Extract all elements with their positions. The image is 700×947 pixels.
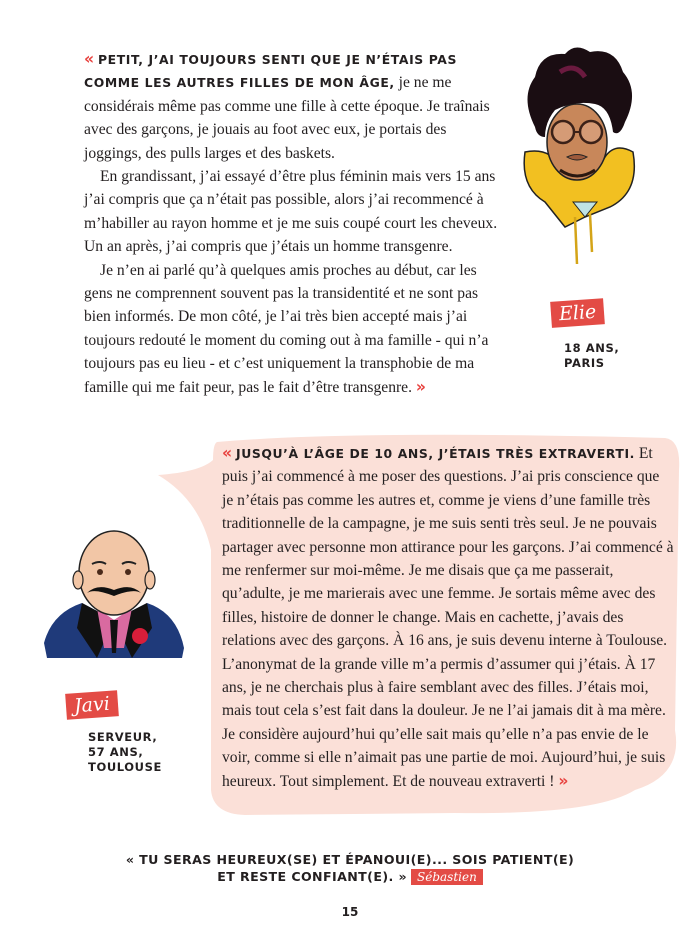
close-quote-mark: » [415,377,426,396]
testimony-text: Je n’en ai parlé qu’à quelques amis proches au début, car les gens ne comprennent souvent pas la transidentité et ne sont pas bien informés. De mon côté, je l’ai très bien accepté mais j’ai toujours redouté le moment du coming out à ma famille - qui n’a toujours pas eu lieu - et c’est uniquement la transphobie de ma famille qui me fait peur, pas le fait d’être transgenre. [84,261,489,396]
testimony-text: je ne me considérais même pas comme une fille à cette époque. Je traînais avec des garçons, je jouais au foot avec eux, je portais des joggings, des pulls larges et des baskets. [84,74,490,162]
bottom-quote-text: ET RESTE CONFIANT(E). » [217,868,407,884]
caption-age: 18 ANS, [564,341,620,355]
name-tag-javi: Javi [65,690,118,720]
elie-illustration-icon [515,42,645,267]
name-tag-elie: Elie [550,298,605,328]
open-quote-mark: « [222,444,233,462]
testimony-text: Et puis j’ai commencé à me poser des questions. J’ai pris conscience que je n’étais pas comme les autres et, comme je viens d’une famille très traditionnelle de la campagne, je me suis senti très seul. Je ne pouvais partager avec personne mon attirance pour les garçons. J’ai commencé à me renfermer sur moi-même. Je me disais que ça me passerait, qu’adulte, je me marierais avec une femme. Je sortais même avec des filles, histoire de donner le change. Mais en cachette, j’avais des relations avec des garçons. À 16 ans, je suis devenu interne à Toulouse. L’anonymat de la grande ville m’a permis d’assumer qui j’étais. À 17 ans, je ne cherchais plus à faire semblant avec des filles. J’étais moi, mais tout cela s’est fait dans la douleur. Je ne l’ai jamais dit à ma mère. Je considère aujourd’hui qu’elle sait mais qu’elle n’a pas envie de le voir, comme si elle n’aimait pas une partie de moi. Aujourd’hui, je suis heureux. Tout simplement. Et de nouveau extraverti ! [222,445,674,790]
caption-age: 57 ANS, [88,745,144,759]
bottom-quote [0,852,700,885]
bottom-quote-line-1: « TU SERAS HEUREUX(SE) ET ÉPANOUI(E)... SOIS PATIENT(E) [125,852,575,867]
caption-elie [564,341,619,371]
testimony-elie [84,48,504,399]
caption-city: TOULOUSE [88,760,162,774]
testimony-lead: JUSQU’À L’ÂGE DE 10 ANS, J’ÉTAIS TRÈS EXTRAVERTI. [235,446,635,461]
testimony-elie-para-3 [84,259,504,399]
portrait-elie [515,42,645,272]
close-quote-mark: » [558,771,569,790]
testimony-lead: PETIT, J’AI TOUJOURS SENTI QUE JE N’ÉTAIS PAS COMME LES AUTRES FILLES DE MON ÂGE, [84,52,457,91]
caption-javi [88,730,162,775]
caption-city: PARIS [564,356,605,370]
bottom-quote-line-2 [0,869,700,886]
testimony-javi-body [222,442,674,793]
portrait-javi [42,528,187,668]
testimony-javi [222,442,674,793]
page-number: 15 [341,905,359,919]
caption-job: SERVEUR, [88,730,158,744]
javi-illustration-icon [42,528,187,663]
testimony-elie-para-1 [84,48,504,165]
testimony-elie-para-2: En grandissant, j’ai essayé d’être plus féminin mais vers 15 ans j’ai compris que ça n’était pas possible, alors j’ai recommencé à m’habiller au rayon homme et je me suis coupé court les cheveux. Un an après, j’ai compris que j’étais un homme transgenre. [84,168,498,256]
open-quote-mark: « [84,50,95,68]
signature-tag: Sébastien [411,869,483,886]
